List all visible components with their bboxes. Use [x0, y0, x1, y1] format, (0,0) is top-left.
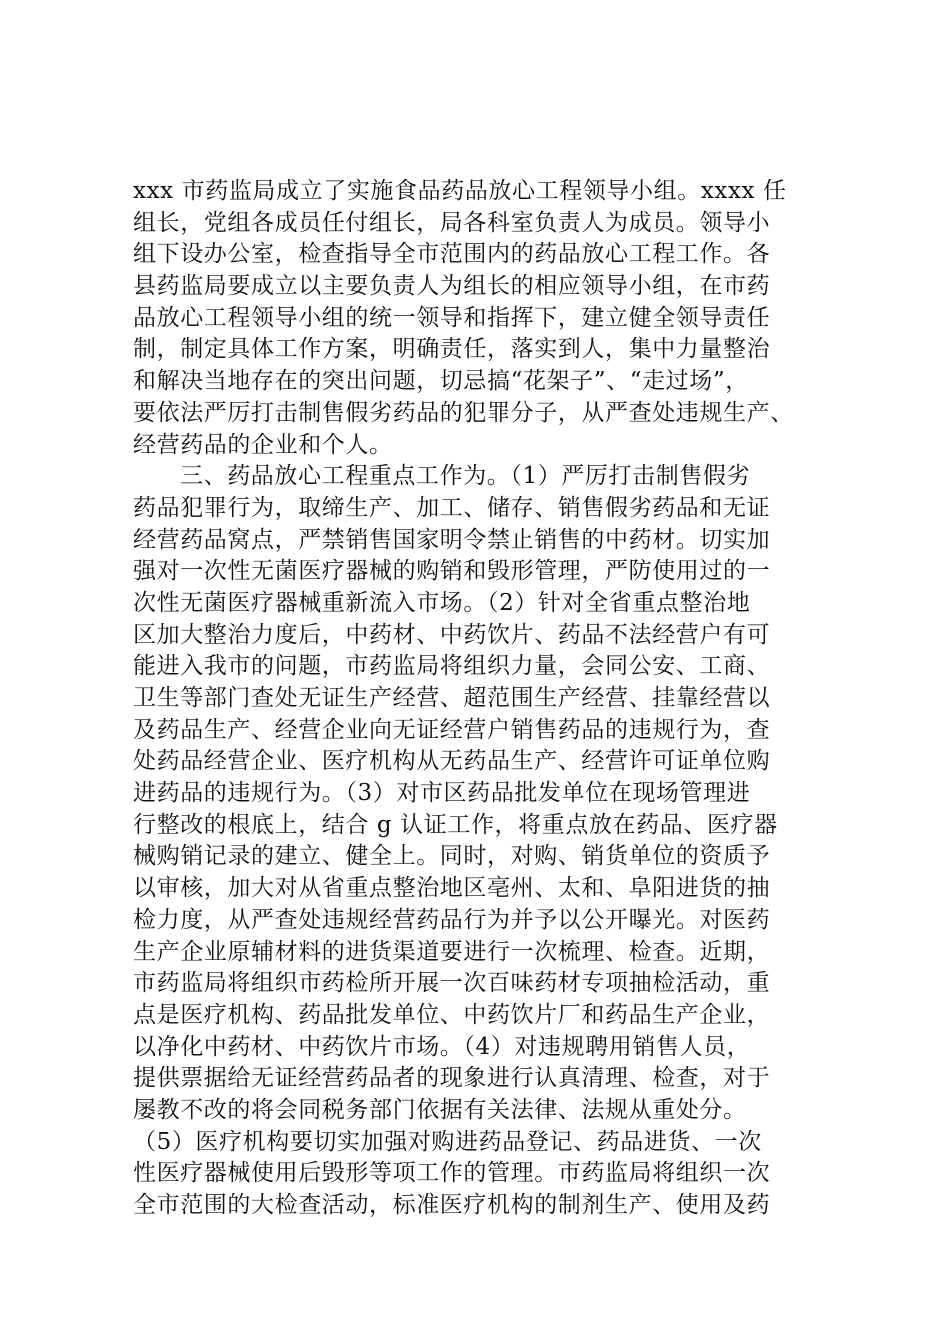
text-line: 进药品的违规行为。（3）对市区药品批发单位在现场管理进 [133, 780, 751, 807]
text-line: 以净化中药材、中药饮片市场。（4）对违规聘用销售人员， [133, 1033, 751, 1060]
text-line: 性医疗器械使用后毁形等项工作的管理。市药监局将组织一次 [133, 1160, 771, 1187]
paragraph-start-line: 三、药品放心工程重点工作为。（1）严厉打击制售假劣 [180, 463, 751, 490]
text-line: xxx 市药监局成立了实施食品药品放心工程领导小组。xxxx 任 [133, 178, 787, 204]
text-line: 制，制定具体工作方案，明确责任，落实到人，集中力量整治 [133, 336, 771, 363]
text-line: 强对一次性无菌医疗器械的购销和毁形管理，严防使用过的一 [133, 558, 771, 585]
text-line: 卫生等部门查处无证生产经营、超范围生产经营、挂靠经营以 [133, 685, 771, 711]
text-line: 经营药品的企业和个人。 [133, 431, 393, 458]
text-line: 县药监局要成立以主要负责人为组长的相应领导小组，在市药 [133, 273, 771, 300]
text-line: 和解决当地存在的突出问题，切忌搞“花架子”、“走过场”， [133, 368, 749, 395]
text-line: 区加大整治力度后，中药材、中药饮片、药品不法经营户有可 [133, 621, 771, 648]
text-line: 生产企业原辅材料的进货渠道要进行一次梳理、检查。近期， [133, 938, 771, 965]
text-line: 组下设办公室，检查指导全市范围内的药品放心工程工作。各 [133, 241, 771, 268]
text-line: 组长，党组各成员任付组长，局各科室负责人为成员。领导小 [133, 209, 771, 236]
text-line: 及药品生产、经营企业向无证经营户销售药品的违规行为，查 [133, 716, 771, 743]
body-text [133, 176, 833, 1222]
text-line: 提供票据给无证经营药品者的现象进行认真清理、检查，对于 [133, 1065, 771, 1092]
text-line: 能进入我市的问题，市药监局将组织力量，会同公安、工商、 [133, 653, 771, 680]
text-line: 要依法严厉打击制售假劣药品的犯罪分子，从严查处违规生产、 [133, 399, 794, 426]
text-line: 处药品经营企业、医疗机构从无药品生产、经营许可证单位购 [133, 748, 771, 775]
text-line: 行整改的根底上，结合 g 认证工作，将重点放在药品、医疗器 [133, 811, 778, 838]
text-line: （5）医疗机构要切实加强对购进药品登记、药品进货、一次 [133, 1128, 762, 1155]
text-line: 全市范围的大检查活动，标准医疗机构的制剂生产、使用及药 [133, 1192, 771, 1218]
text-line: 市药监局将组织市药检所开展一次百味药材专项抽检活动，重 [133, 970, 771, 997]
text-line: 械购销记录的建立、健全上。同时，对购、销货单位的资质予 [133, 843, 771, 870]
text-line: 以审核，加大对从省重点整治地区亳州、太和、阜阳进货的抽 [133, 875, 771, 902]
text-line: 点是医疗机构、药品批发单位、中药饮片厂和药品生产企业， [133, 1001, 771, 1028]
text-line: 药品犯罪行为，取缔生产、加工、储存、销售假劣药品和无证 [133, 494, 771, 521]
text-line: 品放心工程领导小组的统一领导和指挥下，建立健全领导责任 [133, 304, 771, 331]
text-line: 屡教不改的将会同税务部门依据有关法律、法规从重处分。 [133, 1096, 747, 1123]
text-line: 经营药品窝点，严禁销售国家明令禁止销售的中药材。切实加 [133, 526, 771, 553]
text-line: 检力度，从严查处违规经营药品行为并予以公开曝光。对医药 [133, 906, 771, 933]
text-line: 次性无菌医疗器械重新流入市场。（2）针对全省重点整治地 [133, 589, 751, 616]
